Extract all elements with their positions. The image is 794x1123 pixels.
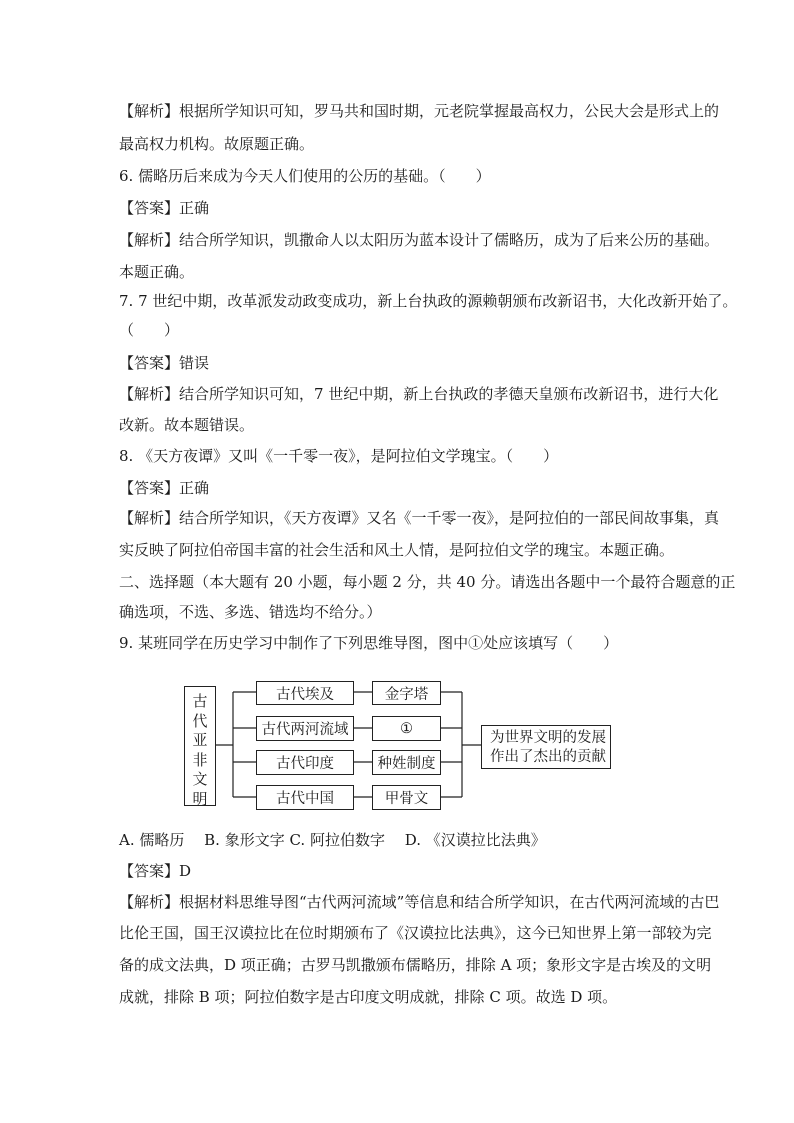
question-7-blank: （ ） — [119, 321, 180, 339]
mind-map-conclusion — [481, 725, 611, 769]
analysis-9-line-1: 【解析】根据材料思维导图“古代两河流域”等信息和结合所学知识，在古代两河流域的古巴 — [119, 893, 720, 911]
region-china: 古代中国 — [256, 785, 354, 810]
answer-8: 【答案】正确 — [119, 479, 210, 497]
analysis-9-line-3: 备的成文法典，D 项正确；古罗马凯撒颁布儒略历，排除 A 项；象形文字是古埃及的文明 — [119, 956, 712, 974]
region-mesopotamia: 古代两河流域 — [256, 716, 354, 741]
achievement-pyramids: 金字塔 — [372, 681, 441, 705]
answer-9: 【答案】D — [119, 862, 192, 880]
answer-7: 【答案】错误 — [119, 354, 210, 372]
region-india: 古代印度 — [256, 750, 354, 775]
section-2-heading-line-2: 确选项，不选、多选、错选均不给分。） — [119, 603, 382, 621]
achievement-oracle-bone: 甲骨文 — [372, 785, 441, 810]
conclusion-line: 作出了杰出的贡献 — [490, 749, 606, 765]
root-char: 代 — [192, 711, 208, 730]
achievement-blank-1: ① — [372, 716, 441, 741]
section-2-heading-line-1: 二、选择题（本大题有 20 小题，每小题 2 分，共 40 分。请选出各题中一个最符合题意的正 — [119, 573, 736, 591]
analysis-9-line-4: 成就，排除 B 项；阿拉伯数字是古印度文明成就，排除 C 项。故选 D 项。 — [119, 988, 618, 1006]
analysis-8-line-1: 【解析】结合所学知识，《天方夜谭》又名《一千零一夜》，是阿拉伯的一部民间故事集，真 — [119, 509, 720, 527]
root-char: 明 — [192, 789, 208, 808]
root-char: 古 — [192, 692, 208, 710]
region-egypt: 古代埃及 — [256, 681, 354, 705]
question-9: 9. 某班同学在历史学习中制作了下列思维导图，图中①处应该填写（ ） — [119, 634, 619, 652]
achievement-caste-system: 种姓制度 — [372, 750, 441, 775]
analysis-7-line-2: 改新。故本题错误。 — [119, 416, 255, 434]
analysis-5-line-1: 【解析】根据所学知识可知，罗马共和国时期，元老院掌握最高权力，公民大会是形式上的 — [119, 102, 720, 120]
mind-map-root — [184, 686, 216, 806]
root-char: 文 — [192, 770, 208, 788]
analysis-7-line-1: 【解析】结合所学知识可知，7 世纪中期，新上台执政的孝德天皇颁布改新诏书，进行大化 — [119, 385, 719, 403]
conclusion-line: 为世界文明的发展 — [490, 730, 606, 746]
analysis-6-line-1: 【解析】结合所学知识，凯撒命人以太阳历为蓝本设计了儒略历，成为了后来公历的基础。 — [119, 231, 720, 249]
question-8: 8. 《天方夜谭》又叫《一千零一夜》，是阿拉伯文学瑰宝。（ ） — [119, 447, 559, 465]
analysis-6-line-2: 本题正确。 — [119, 263, 195, 281]
question-7: 7. 7 世纪中期，改革派发动政变成功，新上台执政的源赖朝颁布改新诏书，大化改新开始了。 — [119, 292, 738, 310]
root-char: 亚 — [192, 731, 208, 749]
answer-6: 【答案】正确 — [119, 199, 210, 217]
analysis-9-line-2: 比伦王国，国王汉谟拉比在位时期颁布了《汉谟拉比法典》，这今已知世界上第一部较为完 — [119, 924, 712, 942]
analysis-5-line-2: 最高权力机构。故原题正确。 — [119, 135, 315, 153]
root-char: 非 — [192, 750, 208, 769]
analysis-8-line-2: 实反映了阿拉伯帝国丰富的社会生活和风土人情，是阿拉伯文学的瑰宝。本题正确。 — [119, 541, 675, 559]
question-9-options: A. 儒略历 B. 象形文字 C. 阿拉伯数字 D. 《汉谟拉比法典》 — [119, 831, 546, 849]
question-6: 6. 儒略历后来成为今天人们使用的公历的基础。（ ） — [119, 167, 491, 185]
